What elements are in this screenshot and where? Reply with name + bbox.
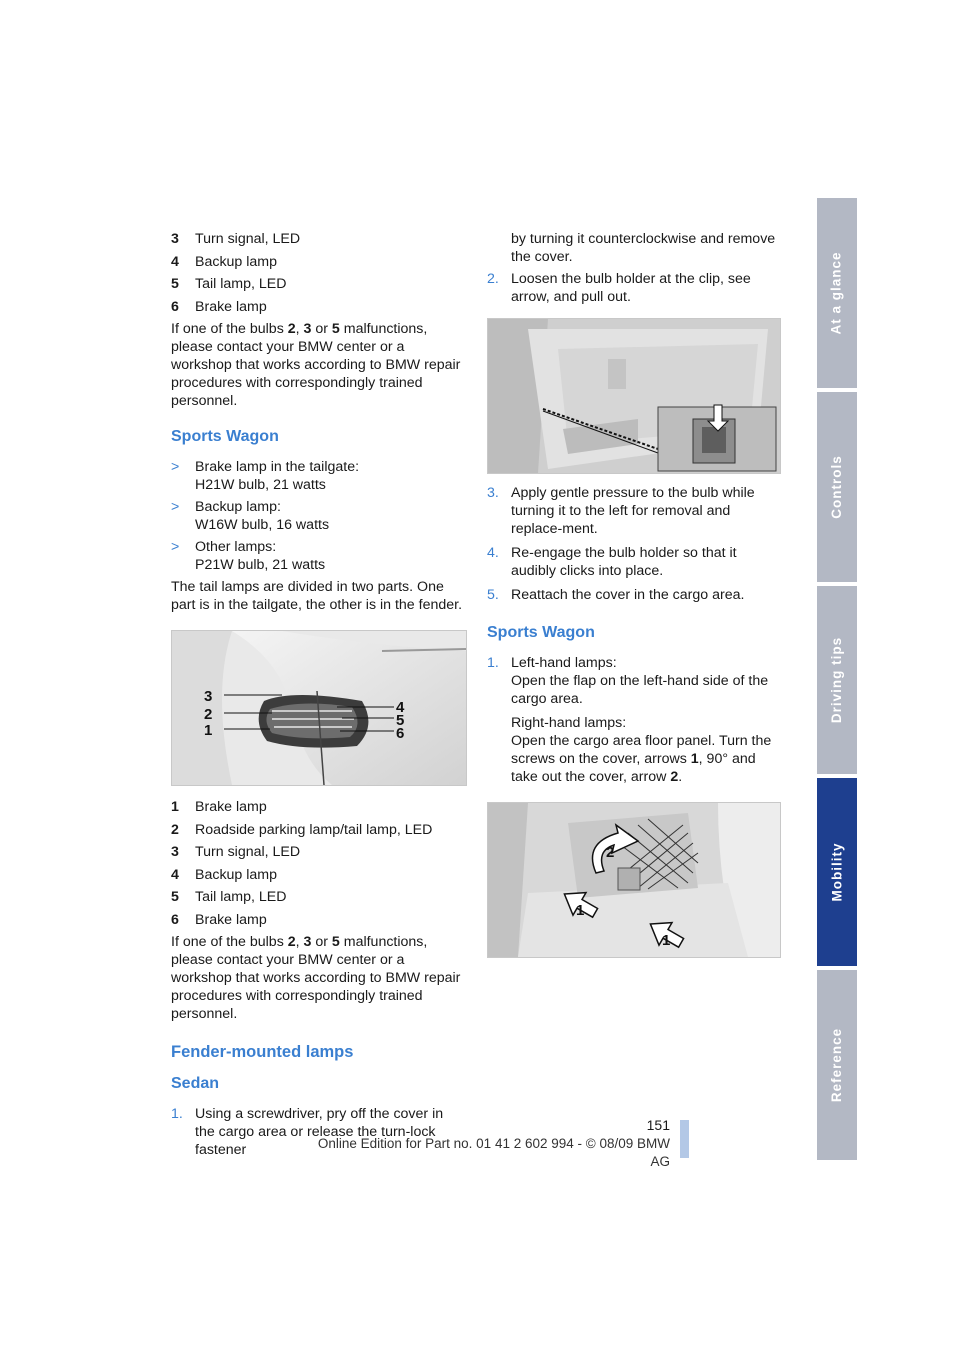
list-item: 3 Turn signal, LED (171, 231, 301, 247)
list-item: 2 Roadside parking lamp/tail lamp, LED (171, 821, 433, 838)
subsection-heading: Sedan (171, 1075, 220, 1092)
left-column (171, 230, 465, 1165)
section-heading: Sports Wagon (171, 428, 279, 445)
tail-lamp-note: The tail lamps are divided in two parts. One part is in the tailgate, the other is in the fender. (171, 579, 463, 613)
tab-mobility[interactable]: Mobility (817, 778, 857, 966)
tab-driving-tips[interactable]: Driving tips (817, 586, 857, 774)
figure-label: 6 (396, 725, 405, 742)
bulb-spec-list (171, 458, 465, 574)
step-item: 1. Using a screwdriver, pry off the cover in the cargo area or release the turn-lock fastener (171, 1106, 444, 1158)
tab-controls[interactable]: Controls (817, 392, 857, 582)
right-column (487, 230, 781, 958)
figure-label: 2 (204, 706, 213, 723)
bulb-list-top (171, 230, 465, 316)
list-item: 5 Tail lamp, LED (171, 889, 287, 905)
figure-label: 4 (396, 699, 405, 716)
list-item: 3 Turn signal, LED (171, 844, 301, 860)
list-item: 1 Brake lamp (171, 799, 267, 815)
page-number: 151 (646, 1117, 670, 1133)
step-item: by turning it counterclockwise and remove the cover. (511, 231, 776, 265)
step-item: 2. Loosen the bulb holder at the clip, see arrow, and pull out. (487, 271, 751, 305)
step-item: 3. Apply gentle pressure to the bulb while turning it to the left for removal and replace-ment. (487, 485, 755, 537)
bulb-holder-figure (487, 318, 781, 474)
malfunction-note: If one of the bulbs 2, 3 or 5 malfunctions, please contact your BMW center or a workshop that works according to BMW repair procedures with correspondingly trained personnel. (171, 934, 461, 1022)
figure-label: 1 (204, 722, 213, 739)
figure-label: 5 (396, 712, 405, 729)
step-item: 4. Re-engage the bulb holder so that it audibly clicks into place. (487, 545, 737, 579)
tab-reference[interactable]: Reference (817, 970, 857, 1160)
list-item: 4 Backup lamp (171, 253, 278, 270)
figure-label: 1 (576, 902, 585, 919)
figure-label: 2 (606, 844, 615, 861)
tab-at-a-glance[interactable]: At a glance (817, 198, 857, 388)
list-item: > Other lamps: P21W bulb, 21 watts (171, 539, 326, 573)
figure-label: 3 (204, 688, 213, 705)
list-item: 4 Backup lamp (171, 866, 278, 883)
cargo-floor-illustration (488, 803, 780, 957)
tail-lamp-illustration (172, 631, 466, 785)
step-item: 5. Reattach the cover in the cargo area. (487, 587, 745, 603)
section-heading: Fender-mounted lamps (171, 1043, 354, 1061)
bulb-list-bottom (171, 798, 465, 929)
list-item: > Brake lamp in the tailgate: H21W bulb, 21 watts (171, 459, 360, 493)
malfunction-note: If one of the bulbs 2, 3 or 5 malfunctions, please contact your BMW center or a workshop that works according to BMW repair procedures with correspondingly trained personnel. (171, 321, 461, 409)
cargo-cover-figure (487, 802, 781, 958)
step-item: 1. Left-hand lamps: Open the flap on the left-hand side of the cargo area. Right-hand lamps: Open the cargo area floor panel. Turn the screws on the cover, arrows 1, 90° and take out the cover, arrow 2. (487, 655, 772, 785)
list-item: > Backup lamp: W16W bulb, 16 watts (171, 499, 330, 533)
cargo-area-illustration (488, 319, 780, 473)
edition-note: Online Edition for Part no. 01 41 2 602 994 - © 08/09 BMW AG (317, 1136, 670, 1169)
figure-label: 1 (662, 932, 671, 949)
tail-lamp-figure (171, 630, 467, 786)
footer-marker (680, 1120, 689, 1158)
list-item: 5 Tail lamp, LED (171, 276, 287, 292)
list-item: 6 Brake lamp (171, 298, 267, 315)
list-item: 6 Brake lamp (171, 911, 267, 928)
section-heading: Sports Wagon (487, 624, 595, 641)
